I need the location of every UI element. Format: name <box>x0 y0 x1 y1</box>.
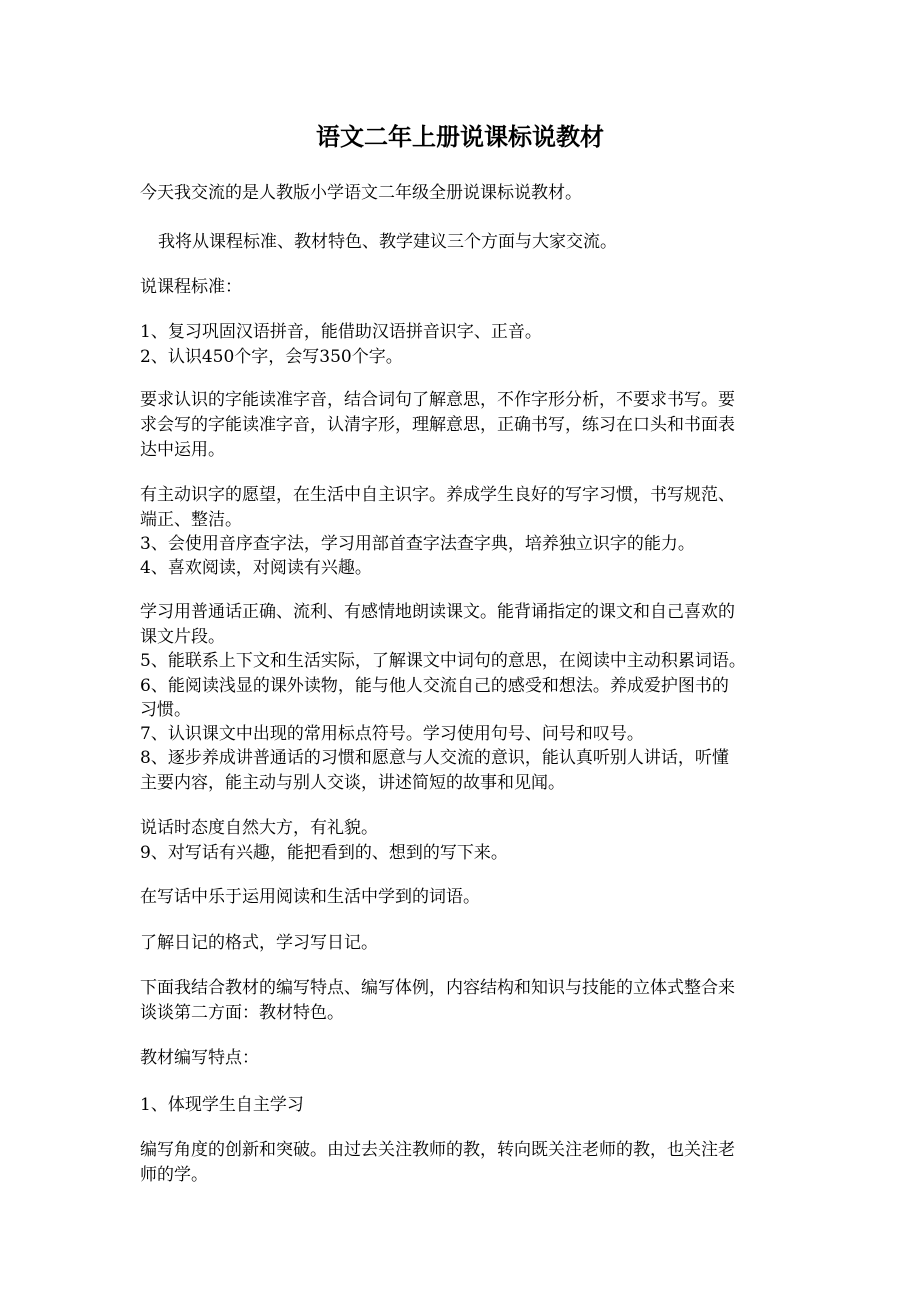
paragraph-line: 我将从课程标准、教材特色、教学建议三个方面与大家交流。 <box>158 232 617 252</box>
list-item: 9、对写话有兴趣，能把看到的、想到的写下来。 <box>140 843 508 863</box>
paragraph-line: 在写话中乐于运用阅读和生活中学到的词语。 <box>140 887 480 907</box>
list-item: 5、能联系上下文和生活实际，了解课文中词句的意思，在阅读中主动积累词语。 <box>140 651 746 671</box>
list-item: 6、能阅读浅显的课外读物，能与他人交流自己的感受和想法。养成爱护图书的 <box>140 676 729 696</box>
paragraph-line: 谈谈第二方面：教材特色。 <box>140 1003 344 1023</box>
document-title: 语文二年上册说课标说教材 <box>316 122 604 151</box>
paragraph-line: 达中运用。 <box>140 440 225 460</box>
section-heading: 教材编写特点： <box>140 1048 259 1068</box>
paragraph-line: 有主动识字的愿望，在生活中自主识字。养成学生良好的写字习惯，书写规范、 <box>140 485 735 505</box>
list-item: 7、认识课文中出现的常用标点符号。学习使用句号、问号和叹号。 <box>140 724 644 744</box>
paragraph-line: 编写角度的创新和突破。由过去关注教师的教，转向既关注老师的教，也关注老 <box>140 1140 735 1160</box>
paragraph-line: 主要内容，能主动与别人交谈，讲述简短的故事和见闻。 <box>140 773 565 793</box>
paragraph-line: 今天我交流的是人教版小学语文二年级全册说课标说教材。 <box>140 183 582 203</box>
section-heading: 说课程标准： <box>140 277 242 297</box>
paragraph-line: 师的学。 <box>140 1165 208 1185</box>
paragraph-line: 下面我结合教材的编写特点、编写体例，内容结构和知识与技能的立体式整合来 <box>140 978 735 998</box>
paragraph-line: 习惯。 <box>140 700 191 720</box>
list-item: 3、会使用音序查字法，学习用部首查字法查字典，培养独立识字的能力。 <box>140 534 695 554</box>
list-item: 1、复习巩固汉语拼音，能借助汉语拼音识字、正音。 <box>140 322 542 342</box>
paragraph-line: 了解日记的格式，学习写日记。 <box>140 933 378 953</box>
list-item: 2、认识450个字，会写350个字。 <box>140 347 403 367</box>
list-item: 1、体现学生自主学习 <box>140 1095 304 1115</box>
list-item: 8、逐步养成讲普通话的习惯和愿意与人交流的意识，能认真听别人讲话，听懂 <box>140 748 729 768</box>
paragraph-line: 说话时态度自然大方，有礼貌。 <box>140 818 378 838</box>
paragraph-line: 要求认识的字能读准字音，结合词句了解意思，不作字形分析，不要求书写。要 <box>140 390 735 410</box>
paragraph-line: 学习用普通话正确、流利、有感情地朗读课文。能背诵指定的课文和自己喜欢的 <box>140 602 735 622</box>
paragraph-line: 求会写的字能读准字音，认清字形，理解意思，正确书写，练习在口头和书面表 <box>140 415 735 435</box>
paragraph-line: 课文片段。 <box>140 627 225 647</box>
list-item: 4、喜欢阅读，对阅读有兴趣。 <box>140 558 372 578</box>
paragraph-line: 端正、整洁。 <box>140 510 242 530</box>
